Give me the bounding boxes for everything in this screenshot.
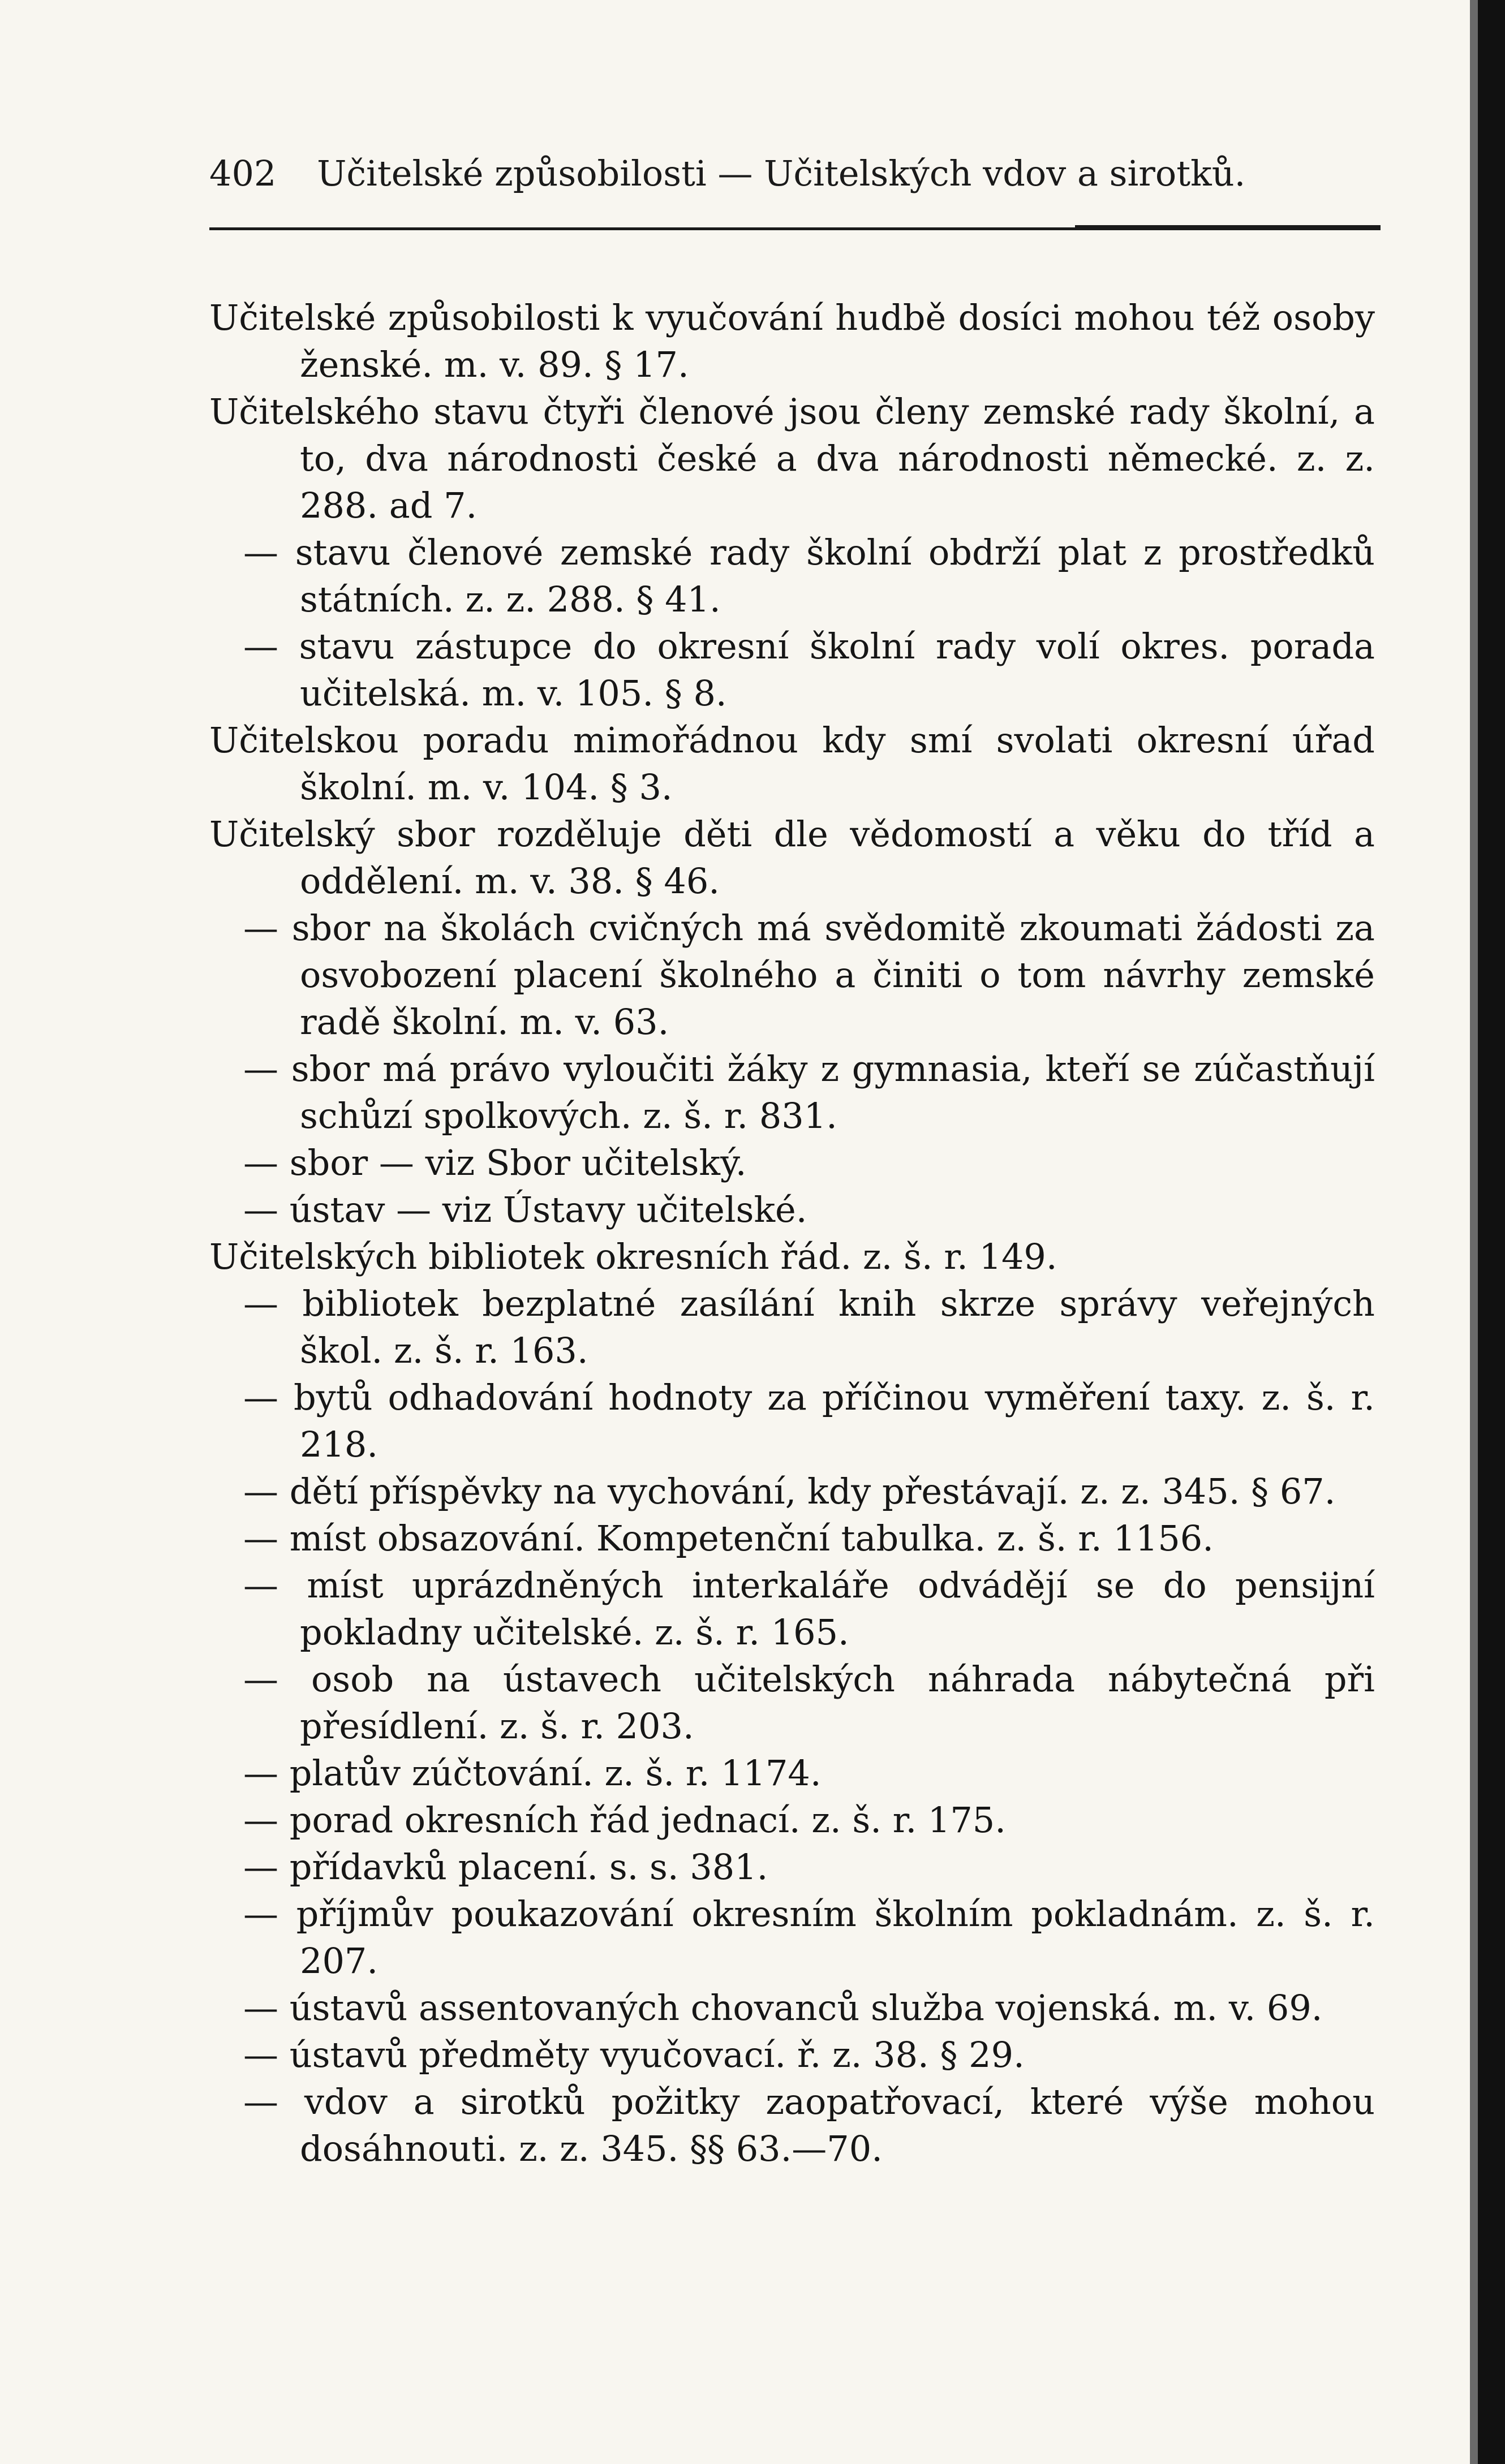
index-body — [209, 294, 1375, 2172]
index-subentry: — bytů odhadování hodnoty za příčinou vyměření taxy. z. š. r. 218. — [243, 1377, 1375, 1465]
running-title: Učitelské způsobilosti — Učitelských vdov a sirotků. — [317, 153, 1246, 194]
index-entry: Učitelský sbor rozděluje děti dle vědomostí a věku do tříd a oddělení. m. v. 38. § 46. — [209, 813, 1375, 902]
index-subentry: — míst uprázdněných interkaláře odvádějí se do pensijní pokladny učitelské. z. š. r. 165. — [243, 1565, 1375, 1653]
index-subentry: — přídavků placení. s. s. 381. — [243, 1846, 768, 1888]
index-subentry: — ústav — viz Ústavy učitelské. — [243, 1189, 807, 1230]
index-subentry: — příjmův poukazování okresním školním pokladnám. z. š. r. 207. — [243, 1893, 1375, 1981]
index-entry: Učitelských bibliotek okresních řád. z. š. r. 149. — [209, 1236, 1057, 1277]
index-subentry: — porad okresních řád jednací. z. š. r. 175. — [243, 1799, 1006, 1841]
header-rule-thick — [1075, 225, 1381, 230]
index-subentry: — sbor má právo vyloučiti žáky z gymnasia, kteří se zúčastňují schůzí spolkových. z. š. r. 831. — [243, 1048, 1375, 1136]
page-edge-shadow — [1470, 0, 1478, 2464]
index-subentry: — dětí příspěvky na vychování, kdy přestávají. z. z. 345. § 67. — [243, 1471, 1336, 1512]
page-edge — [1478, 0, 1505, 2464]
index-subentry: — vdov a sirotků požitky zaopatřovací, které výše mohou dosáhnouti. z. z. 345. §§ 63.—70. — [243, 2081, 1375, 2169]
index-subentry: — platův zúčtování. z. š. r. 1174. — [243, 1752, 822, 1794]
index-subentry: — míst obsazování. Kompetenční tabulka. z. š. r. 1156. — [243, 1518, 1214, 1559]
index-subentry: — ústavů assentovaných chovanců služba vojenská. m. v. 69. — [243, 1987, 1323, 2028]
index-entry: Učitelskou poradu mimořádnou kdy smí svolati okresní úřad školní. m. v. 104. § 3. — [209, 720, 1375, 808]
index-subentry: — ústavů předměty vyučovací. ř. z. 38. § 29. — [243, 2034, 1025, 2075]
running-header — [209, 153, 1375, 194]
index-subentry: — stavu zástupce do okresní školní rady volí okres. porada učitelská. m. v. 105. § 8. — [243, 626, 1375, 714]
index-entry: Učitelské způsobilosti k vyučování hudbě dosíci mohou též osoby ženské. m. v. 89. § 17. — [209, 297, 1375, 385]
page-number: 402 — [209, 153, 277, 194]
index-subentry: — bibliotek bezplatné zasílání knih skrze správy veřejných škol. z. š. r. 163. — [243, 1283, 1375, 1371]
index-subentry: — sbor na školách cvičných má svědomitě zkoumati žádosti za osvobození placení školného a činiti o tom návrhy zemské radě školní. m. v. 63. — [243, 907, 1375, 1043]
index-subentry: — osob na ústavech učitelských náhrada nábytečná při přesídlení. z. š. r. 203. — [243, 1659, 1375, 1747]
index-subentry: — sbor — viz Sbor učitelský. — [243, 1142, 747, 1183]
index-entry: Učitelského stavu čtyři členové jsou členy zemské rady školní, a to, dva národnosti české a dva národnosti německé. z. z. 288. ad 7. — [209, 391, 1375, 526]
index-subentry: — stavu členové zemské rady školní obdrží plat z prostředků státních. z. z. 288. § 41. — [243, 532, 1375, 620]
